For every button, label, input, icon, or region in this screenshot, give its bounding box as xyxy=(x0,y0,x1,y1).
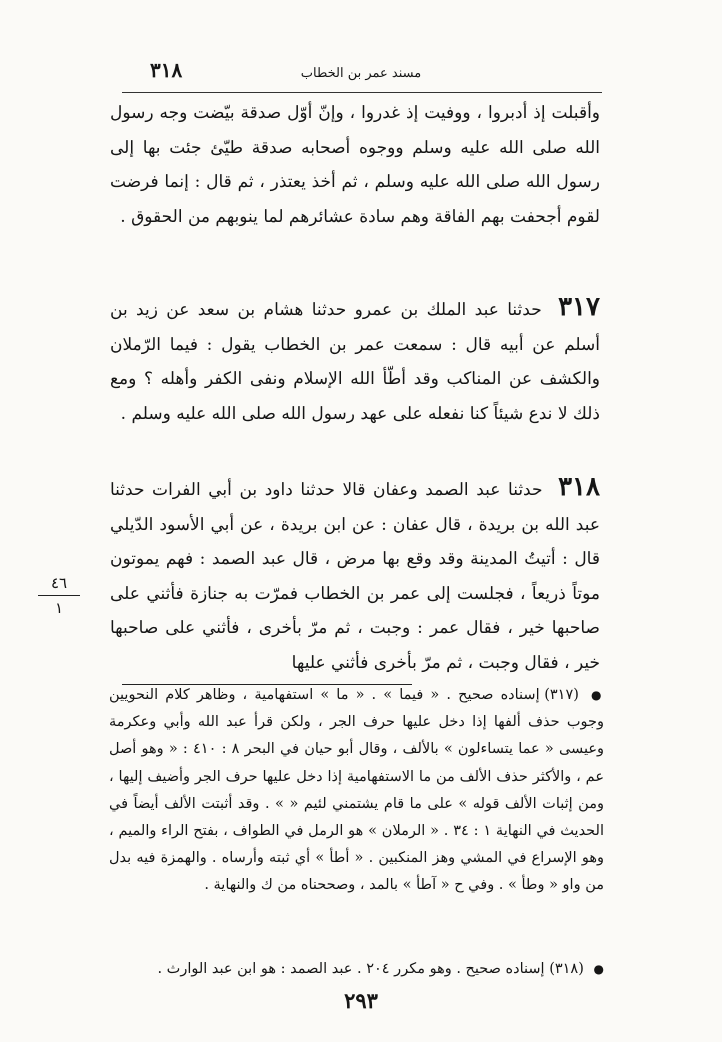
margin-reference-rule xyxy=(38,595,80,596)
running-title: مسند عمر بن الخطاب xyxy=(300,66,422,81)
footnote-text: (٣١٨) إسناده صحيح . وهو مكرر ٢٠٤ . عبد الصمد : هو ابن عبد الوارث . xyxy=(157,961,584,977)
margin-reference xyxy=(36,574,82,617)
footnote-318 xyxy=(109,956,604,983)
footnote-317 xyxy=(109,682,604,900)
margin-reference-bottom: ١ xyxy=(54,599,64,617)
bullet-icon: ● xyxy=(593,962,604,976)
margin-reference-top: ٤٦ xyxy=(50,574,68,592)
hadith-text: حدثنا عبد الملك بن عمرو حدثنا هشام بن سعد عن زيد بن أسلم عن أبيه قال : سمعت عمر بن الخطاب يقول : فيما الرّملان والكشف عن المناكب وقد أطّأ الله الإسلام ونفى الكفر وأهله ؟ ومع ذلك لا ندع شيئاً كنا نفعله على عهد رسول الله صلى الله عليه وسلم . xyxy=(110,300,600,424)
page-number-bottom: ٢٩٣ xyxy=(344,988,378,1013)
hadith-317 xyxy=(110,290,600,431)
continuation-paragraph: وأقبلت إذ أدبروا ، ووفيت إذ غدروا ، وإنّ أوّل صدقة بيّضت وجه رسول الله صلى الله عليه وسلم ووجوه أصحابه صدقة طيّئ جئت بها إلى رسول الله صلى الله عليه وسلم ، ثم أخذ يعتذر ، ثم قال : إنما فرضت لقوم أجحفت بهم الفاقة وهم سادة عشائرهم لما ينوبهم من الحقوق . xyxy=(110,103,600,227)
page-number-top: ٣١٨ xyxy=(150,58,183,82)
footnote-text: (٣١٧) إسناده صحيح . « فيما » . « ما » استفهامية ، وظاهر كلام النحويين وجوب حذف ألفها إذا دخل عليها حرف الجر ، ولكن قرأ عبد الله وأبي وعكرمة وعيسى « عما يتساءلون » بالألف ، وقال أبو حيان في البحر ٨ : ٤١٠ : « وهو أصل عم ، والأكثر حذف الألف من ما الاستفهامية إذا دخل عليها حرف الجر وأضيف إليها ، ومن إثبات الألف قوله » على ما قام يشتمني لئيم « » . وقد أثبتت الألف أيضاً في الحديث في النهاية ١ : ٣٤ . « الرملان » هو الرمل في الطواف ، بفتح الراء والميم ، وهو الإسراع في المشي وهز المنكبين . « أطأ » أي ثبته وأرساه . والهمزة فيه بدل من واو « وطأ » . وفي ح « آطأ » بالمد ، وصححناه من ك والنهاية . xyxy=(109,687,605,894)
hadith-number: ٣١٧ xyxy=(558,292,600,322)
hadith-318 xyxy=(110,470,600,680)
header-rule xyxy=(122,92,602,93)
hadith-number: ٣١٨ xyxy=(558,472,600,502)
hadith-text: حدثنا عبد الصمد وعفان قالا حدثنا داود بن أبي الفرات حدثنا عبد الله بن بريدة ، قال عفان : عن ابن بريدة ، عن أبي الأسود الدّيلي قال : أتيتُ المدينة وقد وقع بها مرض ، قال عبد الصمد : فهم يموتون موتاً ذريعاً ، فجلست إلى عمر بن الخطاب فمرّت به جنازة فأثني على صاحبها خير ، فقال عمر : وجبت ، ثم مرّ بأخرى ، فأثني على صاحبها خير ، فقال وجبت ، ثم مرّ بأخرى فأثني عليها xyxy=(110,480,600,673)
bullet-icon: ● xyxy=(591,688,605,702)
